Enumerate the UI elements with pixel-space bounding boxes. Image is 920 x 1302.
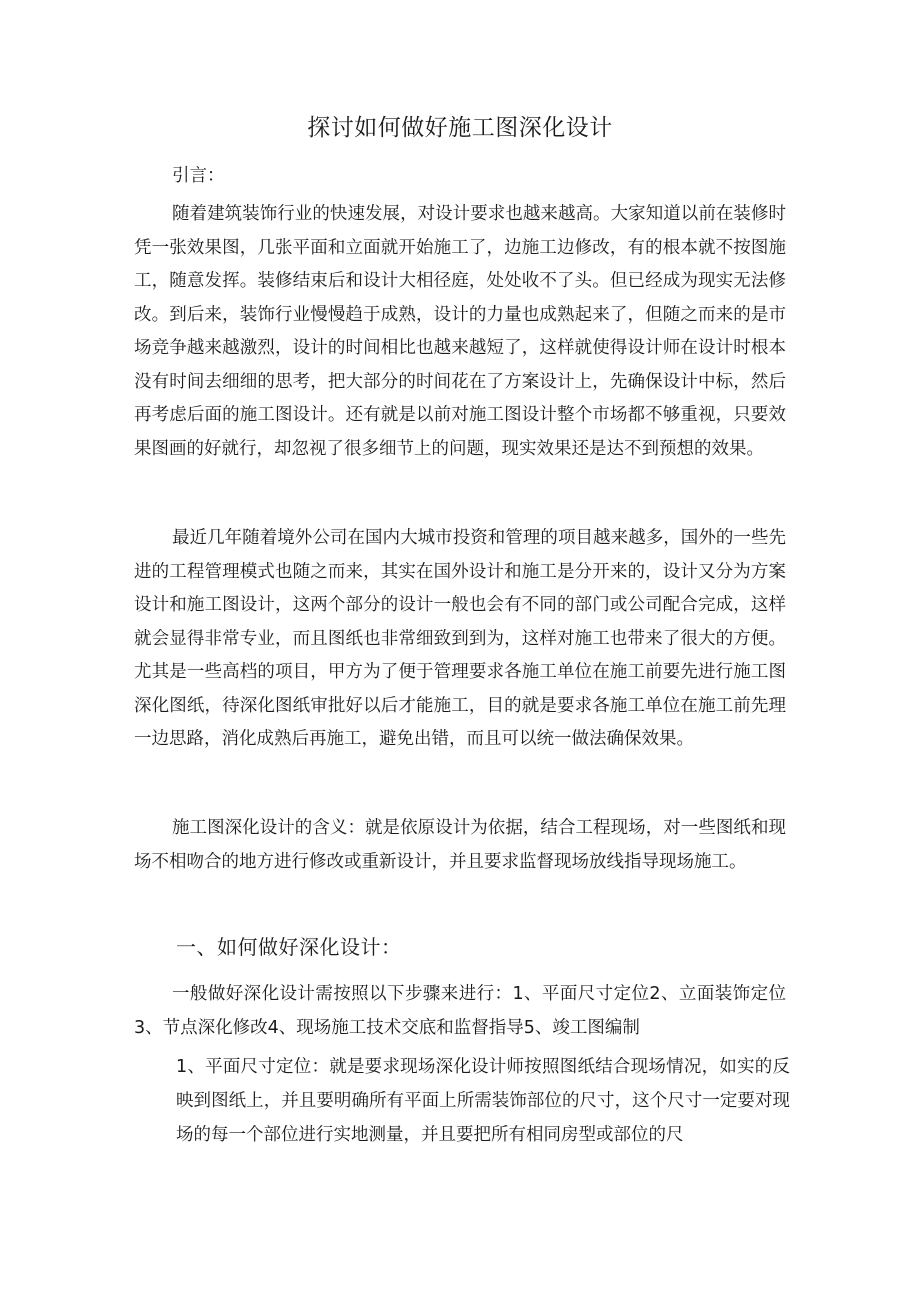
section-heading: 一、如何做好深化设计： <box>176 935 402 959</box>
document-title: 探讨如何做好施工图深化设计 <box>307 115 613 141</box>
paragraph-item-1: 1、平面尺寸定位：就是要求现场深化设计师按照图纸结合现场情况，如实的反映到图纸上，并且要明确所有平面上所需装饰部位的尺寸，这个尺寸一定要对现场的每一个部位进行实地测量，并且要把所有相同房型或部位的尺 <box>176 1057 790 1145</box>
paragraph-steps: 一般做好深化设计需按照以下步骤来进行：1、平面尺寸定位2、立面装饰定位3、节点深化修改4、现场施工技术交底和监督指导5、竣工图编制 <box>134 984 786 1038</box>
paragraph-definition: 施工图深化设计的含义：就是依原设计为依据，结合工程现场，对一些图纸和现场不相吻合的地方进行修改或重新设计，并且要求监督现场放线指导现场施工。 <box>134 818 786 872</box>
paragraph-foreign-practice: 最近几年随着境外公司在国内大城市投资和管理的项目越来越多，国外的一些先进的工程管理模式也随之而来，其实在国外设计和施工是分开来的，设计又分为方案设计和施工图设计，这两个部分的设计一般也会有不同的部门或公司配合完成，这样就会显得非常专业，而且图纸也非常细致到到为，这样对施工也带来了很大的方便。尤其是一些高档的项目，甲方为了便于管理要求各施工单位在施工前要先进行施工图深化图纸，待深化图纸审批好以后才能施工，目的就是要求各施工单位在施工前先理一边思路，消化成熟后再施工，避免出错，而且可以统一做法确保效果。 <box>134 528 786 749</box>
intro-label: 引言： <box>172 166 225 186</box>
paragraph-background: 随着建筑装饰行业的快速发展，对设计要求也越来越高。大家知道以前在装修时凭一张效果图，几张平面和立面就开始施工了，边施工边修改，有的根本就不按图施工，随意发挥。装修结束后和设计大相径庭，处处收不了头。但已经成为现实无法修改。到后来，装饰行业慢慢趋于成熟，设计的力量也成熟起来了，但随之而来的是市场竞争越来越激烈，设计的时间相比也越来越短了，这样就使得设计师在设计时根本没有时间去细细的思考，把大部分的时间花在了方案设计上，先确保设计中标，然后再考虑后面的施工图设计。还有就是以前对施工图设计整个市场都不够重视，只要效果图画的好就行，却忽视了很多细节上的问题，现实效果还是达不到预想的效果。 <box>134 204 786 459</box>
